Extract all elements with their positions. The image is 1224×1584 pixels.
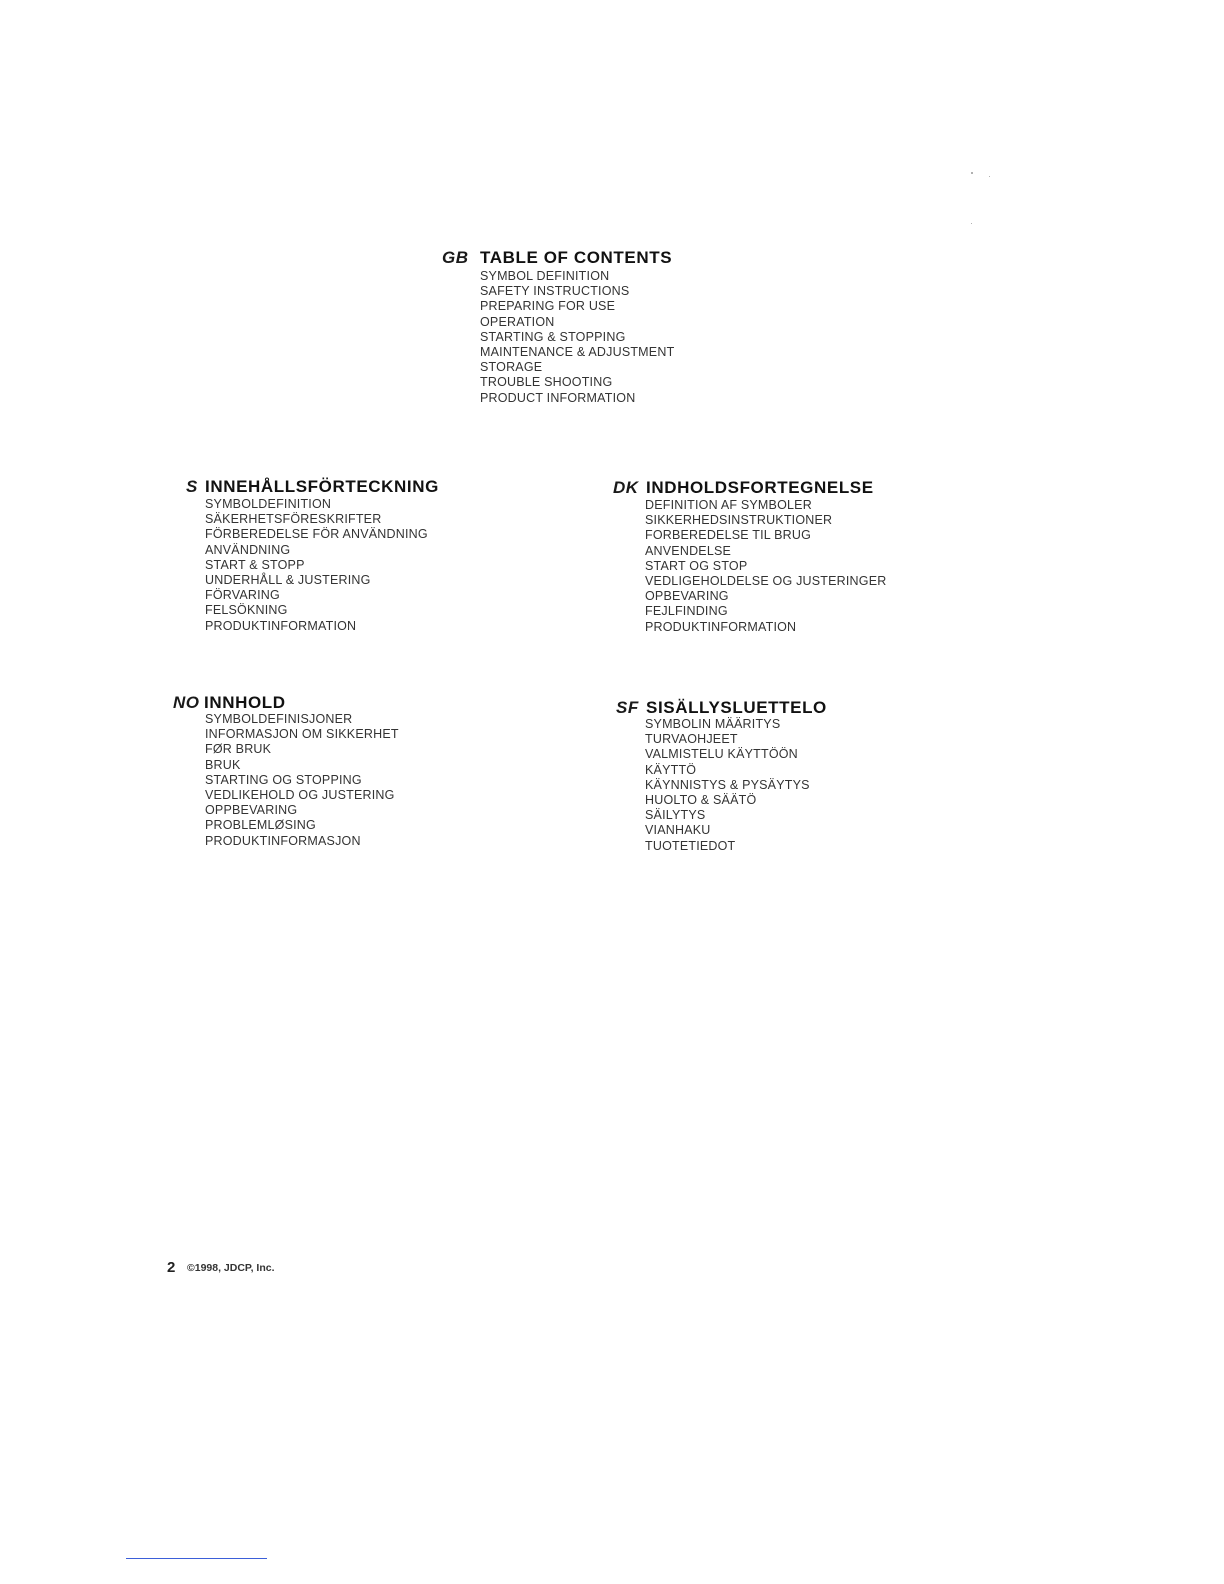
toc-section-s <box>186 477 486 637</box>
toc-item: SYMBOLDEFINISJONER <box>205 712 353 726</box>
page-number: 2 <box>167 1259 176 1276</box>
language-code-sf: SF <box>616 698 639 717</box>
toc-header-gb <box>442 248 782 270</box>
toc-item: STARTING OG STOPPING <box>205 772 362 787</box>
toc-list-gb <box>480 269 674 406</box>
toc-item: FØR BRUK <box>205 742 272 757</box>
toc-item: ANVENDELSE <box>645 543 732 558</box>
toc-item: OPERATION <box>480 314 555 329</box>
scan-speck <box>971 223 972 224</box>
toc-item: FÖRVARING <box>205 588 280 603</box>
toc-item: OPPBEVARING <box>205 803 298 818</box>
toc-item: HUOLTO & SÄÄTÖ <box>645 793 757 808</box>
toc-item: DEFINITION AF SYMBOLER <box>645 498 812 512</box>
toc-item: TUOTETIEDOT <box>645 838 736 853</box>
toc-section-no <box>173 693 433 853</box>
copyright-notice: ©1998, JDCP, Inc. <box>187 1262 275 1274</box>
toc-item: VIANHAKU <box>645 823 711 838</box>
toc-item: ANVÄNDNING <box>205 542 291 557</box>
scan-speck <box>971 172 973 174</box>
toc-item: PRODUKTINFORMATION <box>205 618 357 633</box>
toc-item: BRUK <box>205 757 241 772</box>
toc-list-s <box>205 497 428 634</box>
toc-item: OPBEVARING <box>645 589 729 604</box>
toc-section-gb <box>442 248 782 423</box>
language-code-no: NO <box>173 693 200 712</box>
toc-item: UNDERHÅLL & JUSTERING <box>205 573 371 588</box>
toc-item: PREPARING FOR USE <box>480 299 616 314</box>
toc-item: TROUBLE SHOOTING <box>480 375 613 390</box>
toc-item: KÄYNNISTYS & PYSÄYTYS <box>645 777 810 792</box>
toc-list-no <box>205 712 399 849</box>
toc-item: FÖRBEREDELSE FÖR ANVÄNDNING <box>205 527 428 542</box>
toc-item: FELSÖKNING <box>205 603 288 618</box>
toc-item: FORBEREDELSE TIL BRUG <box>645 528 812 543</box>
toc-title-s: INNEHÅLLSFÖRTECKNING <box>205 477 439 496</box>
toc-item: SAFETY INSTRUCTIONS <box>480 284 630 299</box>
toc-item: START & STOPP <box>205 557 305 572</box>
toc-title-gb: TABLE OF CONTENTS <box>480 248 673 267</box>
toc-list-sf <box>645 717 810 854</box>
toc-title-no: INNHOLD <box>204 693 286 712</box>
language-code-s: S <box>186 477 198 496</box>
toc-item: STARTING & STOPPING <box>480 329 626 344</box>
toc-item: SÄKERHETSFÖRESKRIFTER <box>205 512 382 527</box>
toc-item: PRODUKTINFORMASJON <box>205 833 361 848</box>
toc-header-s <box>186 477 486 499</box>
toc-header-dk <box>613 478 913 500</box>
toc-item: KÄYTTÖ <box>645 762 697 777</box>
toc-section-dk <box>613 478 913 638</box>
toc-item: SYMBOLDEFINITION <box>205 497 332 511</box>
toc-item: VEDLIGEHOLDELSE OG JUSTERINGER <box>645 574 887 589</box>
toc-item: INFORMASJON OM SIKKERHET <box>205 727 399 742</box>
language-code-dk: DK <box>613 478 639 497</box>
toc-item: PRODUKTINFORMATION <box>645 619 797 634</box>
scan-speck <box>989 176 990 177</box>
toc-item: FEJLFINDING <box>645 604 728 619</box>
toc-item: SÄILYTYS <box>645 808 706 823</box>
toc-item: VALMISTELU KÄYTTÖÖN <box>645 747 798 762</box>
toc-item: STORAGE <box>480 360 543 375</box>
toc-item: VEDLIKEHOLD OG JUSTERING <box>205 788 395 803</box>
toc-item: MAINTENANCE & ADJUSTMENT <box>480 345 675 360</box>
toc-item: PROBLEMLØSING <box>205 818 316 833</box>
toc-item: SIKKERHEDSINSTRUKTIONER <box>645 513 833 528</box>
toc-item: SYMBOL DEFINITION <box>480 269 610 283</box>
bottom-rule <box>126 1558 267 1559</box>
toc-item: START OG STOP <box>645 558 748 573</box>
toc-title-dk: INDHOLDSFORTEGNELSE <box>646 478 874 497</box>
toc-item: TURVAOHJEET <box>645 732 738 747</box>
language-code-gb: GB <box>442 248 469 267</box>
toc-list-dk <box>645 498 886 635</box>
toc-item: PRODUCT INFORMATION <box>480 390 636 405</box>
toc-section-sf <box>616 698 876 858</box>
toc-title-sf: SISÄLLYSLUETTELO <box>646 698 827 717</box>
toc-item: SYMBOLIN MÄÄRITYS <box>645 717 781 731</box>
